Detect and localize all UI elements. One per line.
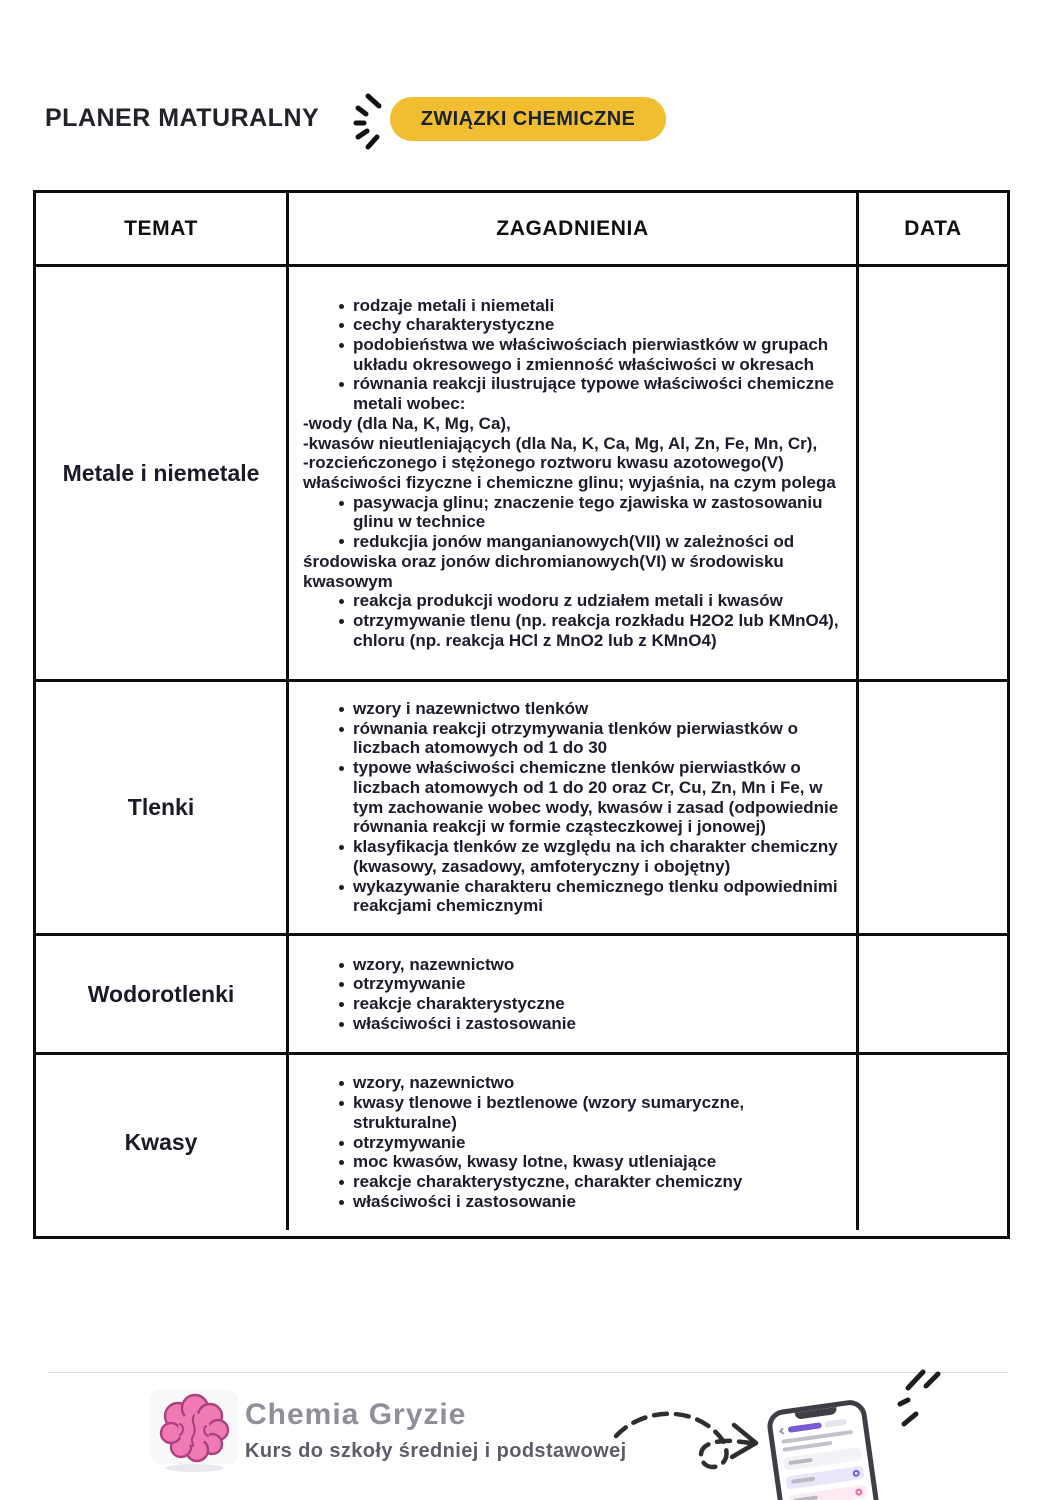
- bullet-dot: [339, 727, 344, 732]
- topic-item: wykazywanie charakteru chemicznego tlenku odpowiednimi reakcjami chemicznymi: [303, 877, 848, 916]
- bullet-dot: [339, 885, 344, 890]
- topic-item: kwasy tlenowe i beztlenowe (wzory sumaryczne, strukturalne): [303, 1093, 848, 1132]
- bullet-dot: [339, 343, 344, 348]
- date-cell: [859, 936, 1007, 1055]
- option-text-bar: [794, 1495, 818, 1500]
- topics-cell: [289, 267, 859, 682]
- bullet-dot: [339, 1180, 344, 1185]
- topics-cell: [289, 936, 859, 1055]
- brain-icon: [148, 1388, 240, 1479]
- bullet-dot: [339, 1160, 344, 1165]
- topic-item: -wody (dla Na, K, Mg, Ca),: [303, 413, 511, 433]
- topic-item: wzory, nazewnictwo: [303, 1073, 848, 1093]
- back-chevron-icon: [779, 1427, 786, 1434]
- topic-item: pasywacja glinu; znaczenie tego zjawiska w zastosowaniu glinu w technice: [303, 493, 848, 532]
- topic-item: wzory i nazewnictwo tlenków: [303, 699, 848, 719]
- option-text-bar: [788, 1458, 812, 1465]
- bullet-dot: [339, 382, 344, 387]
- topic-cell: Tlenki: [36, 682, 289, 936]
- bullet-dot: [339, 982, 344, 987]
- phone-notch-icon: [795, 1407, 838, 1420]
- topic-item: właściwości i zastosowanie: [303, 1192, 848, 1212]
- topic-badge: ZWIĄZKI CHEMICZNE: [390, 97, 666, 141]
- topic-cell: Kwasy: [36, 1055, 289, 1230]
- burst-icon: [348, 90, 394, 157]
- footer-divider: [48, 1372, 1008, 1373]
- topics-cell: [289, 682, 859, 936]
- topic-item: reakcje charakterystyczne, charakter chemiczny: [303, 1172, 848, 1192]
- topic-item: wzory, nazewnictwo: [303, 955, 848, 975]
- topic-item: otrzymywanie tlenu (np. reakcja rozkładu H2O2 lub KMnO4), chloru (np. reakcja HCl z MnO2 lub z KMnO4): [303, 611, 848, 650]
- bullet-dot: [339, 304, 344, 309]
- option-text-bar: [791, 1477, 815, 1484]
- topic-item: reakcja produkcji wodoru z udziałem metali i kwasów: [303, 591, 848, 611]
- quiz-progress-track: [824, 1419, 847, 1428]
- bullet-dot: [339, 766, 344, 771]
- page-title: PLANER MATURALNY: [45, 104, 320, 132]
- sparkle-icon: [868, 1366, 946, 1443]
- topic-item: równania reakcji ilustrujące typowe właściwości chemiczne metali wobec:: [303, 374, 848, 413]
- planner-table: [33, 190, 1010, 1239]
- topic-item: reakcje charakterystyczne: [303, 994, 848, 1014]
- bullet-dot: [339, 1200, 344, 1205]
- topic-item: właściwości i zastosowanie: [303, 1014, 848, 1034]
- option-cross-icon: [855, 1488, 863, 1496]
- topic-item: otrzymywanie: [303, 1133, 848, 1153]
- dashed-arrow-icon: [608, 1396, 768, 1493]
- bullet-dot: [339, 323, 344, 328]
- topic-cell: Metale i niemetale: [36, 267, 289, 682]
- topic-item: moc kwasów, kwasy lotne, kwasy utleniające: [303, 1152, 848, 1172]
- bullet-dot: [339, 1141, 344, 1146]
- column-header-zagadnienia: ZAGADNIENIA: [289, 193, 859, 267]
- brand-name: Chemia Gryzie: [245, 1398, 467, 1431]
- topic-item: -kwasów nieutleniających (dla Na, K, Ca, Mg, Al, Zn, Fe, Mn, Cr),: [303, 433, 818, 453]
- bullet-dot: [339, 845, 344, 850]
- topic-item: podobieństwa we właściwościach pierwiastków w grupach układu okresowego i zmienność właściwości w okresach: [303, 335, 848, 374]
- column-header-data: DATA: [859, 193, 1007, 267]
- bullet-dot: [339, 1002, 344, 1007]
- brand-tagline: Kurs do szkoły średniej i podstawowej: [245, 1440, 627, 1462]
- bullet-dot: [339, 1101, 344, 1106]
- bullet-dot: [339, 707, 344, 712]
- bullet-dot: [339, 619, 344, 624]
- topic-item: -rozcieńczonego i stężonego roztworu kwasu azotowego(V): [303, 453, 784, 473]
- topic-item: równania reakcji otrzymywania tlenków pierwiastków o liczbach atomowych od 1 do 30: [303, 719, 848, 758]
- date-cell: [859, 682, 1007, 936]
- topic-item: rodzaje metali i niemetali: [303, 296, 848, 316]
- topic-item: redukcjia jonów manganianowych(VII) w zależności od środowiska oraz jonów dichromianowych(VI) w środowisku kwasowym: [303, 532, 795, 591]
- option-check-icon: [852, 1469, 860, 1477]
- bullet-dot: [339, 539, 344, 544]
- bullet-dot: [339, 599, 344, 604]
- topic-item: typowe właściwości chemiczne tlenków pierwiastków o liczbach atomowych od 1 do 20 oraz Cr, Cu, Zn, Mn i Fe, w tym zachowanie wobec wody, kwasów i zasad (odpowiednie równania reakcji w formie cząsteczkowej i jonowej): [303, 758, 848, 837]
- topic-item: otrzymywanie: [303, 974, 848, 994]
- date-cell: [859, 267, 1007, 682]
- topic-item: klasyfikacja tlenków ze względu na ich charakter chemiczny (kwasowy, zasadowy, amfoteryczny i obojętny): [303, 837, 848, 876]
- bullet-dot: [339, 1081, 344, 1086]
- topic-item: cechy charakterystyczne: [303, 315, 848, 335]
- bullet-dot: [339, 963, 344, 968]
- topics-cell: [289, 1055, 859, 1230]
- bullet-dot: [339, 501, 344, 506]
- quiz-progress-bar: [788, 1422, 823, 1433]
- date-cell: [859, 1055, 1007, 1230]
- topic-cell: Wodorotlenki: [36, 936, 289, 1055]
- bullet-dot: [339, 1022, 344, 1027]
- column-header-temat: TEMAT: [36, 193, 289, 267]
- topic-item: właściwości fizyczne i chemiczne glinu; wyjaśnia, na czym polega: [303, 473, 836, 492]
